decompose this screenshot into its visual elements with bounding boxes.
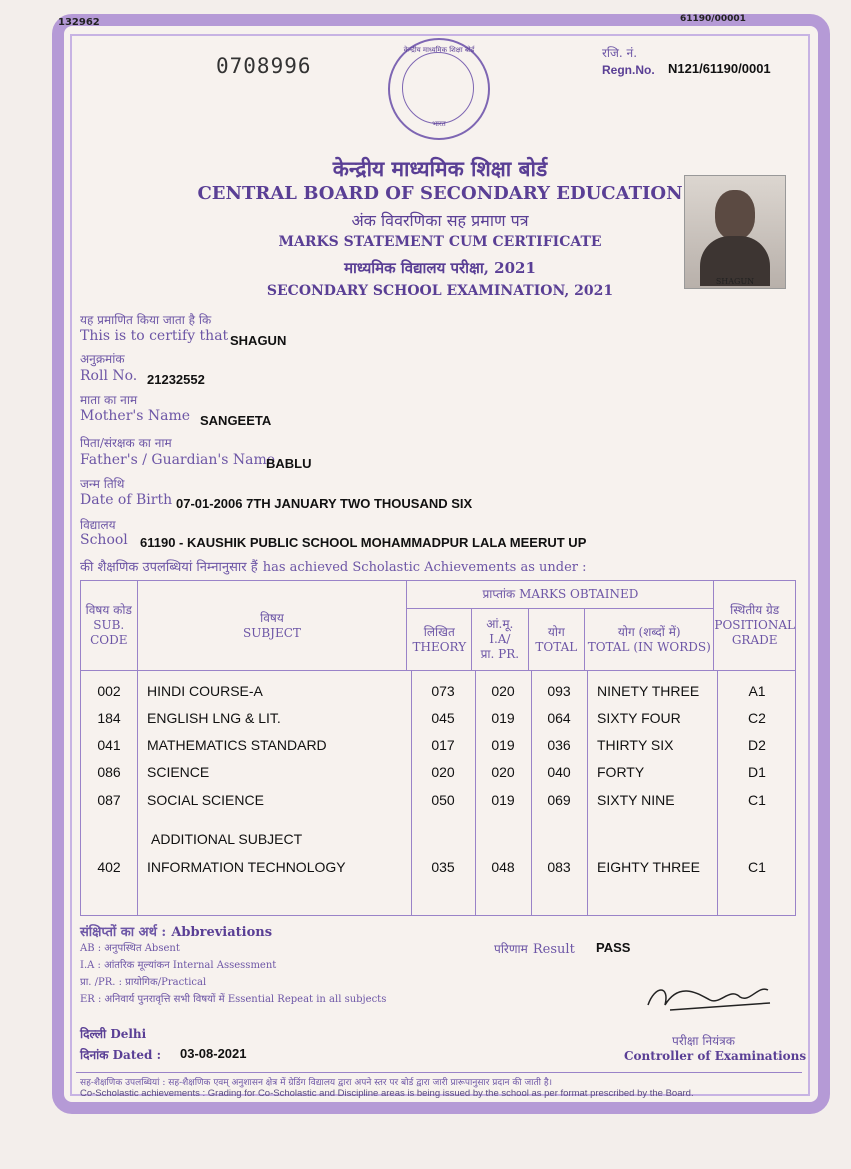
student-photo <box>684 175 786 289</box>
cell-subject: SOCIAL SCIENCE <box>147 792 264 808</box>
cell-total: 040 <box>547 764 571 780</box>
cell-grade: D1 <box>748 764 766 780</box>
achieved-hindi: की शैक्षणिक उपलब्धियां निम्नानुसार हैं <box>80 560 258 575</box>
abbrev-pr: प्रा. /PR. : प्रायोगिक/Practical <box>80 977 207 988</box>
regn-label-hindi: रजि. नं. <box>602 46 638 60</box>
table-body <box>81 671 796 916</box>
school-label: School <box>80 532 128 548</box>
header-subject <box>137 581 407 671</box>
header-code-en: SUB. CODE <box>90 618 128 647</box>
cell-subject: ENGLISH LNG & LIT. <box>147 710 281 726</box>
cell-total: 093 <box>547 683 571 699</box>
cell-ia: 020 <box>491 764 515 780</box>
co-scholastic-en: Co-Scholastic achievements : Grading for Co-Scholastic and Discipline areas is being issued by the school as per format prescribed by the Board. <box>80 1088 694 1099</box>
table-body-row <box>81 671 796 916</box>
dated-value: 03-08-2021 <box>180 1046 247 1061</box>
cell-grade: C2 <box>748 710 766 726</box>
header-ia-en: I.A/ <box>489 632 511 646</box>
cell-subject: INFORMATION TECHNOLOGY <box>147 859 346 875</box>
abbrev-title-hindi: संक्षिप्तों का अर्थ : <box>80 925 167 940</box>
seal-bottom-text: भारत <box>432 120 446 128</box>
table-row <box>81 764 797 784</box>
co-scholastic-hindi: सह-शैक्षणिक उपलब्धियां : सह-शैक्षणिक एवम् अनुशासन क्षेत्र में ग्रेडिंग विद्यालय द्वारा अपने स्तर पर बोर्ड द्वारा जारी प्रारूपानुसार प्रदान की जाती है। <box>80 1078 553 1088</box>
abbrev-ab: AB : अनुपस्थित Absent <box>80 943 180 954</box>
photo-caption: SHAGUN <box>715 277 755 286</box>
board-name: CENTRAL BOARD OF SECONDARY EDUCATION <box>197 183 683 204</box>
cell-theory: 045 <box>431 710 455 726</box>
cell-subject: MATHEMATICS STANDARD <box>147 737 327 753</box>
cell-words: SIXTY NINE <box>597 792 675 808</box>
table-row <box>81 792 797 812</box>
header-theory <box>407 609 472 671</box>
header-theory-en: THEORY <box>412 639 467 654</box>
header-ia-hindi: आं.मू. <box>486 617 514 631</box>
seal-ring <box>402 52 474 124</box>
cell-subject: SCIENCE <box>147 764 210 780</box>
header-total-en: TOTAL <box>535 639 578 654</box>
header-code <box>81 581 138 671</box>
serial-number: 0708996 <box>216 54 312 78</box>
header-total-hindi: योग <box>547 624 565 639</box>
table-row <box>81 737 797 757</box>
header-words <box>585 609 714 671</box>
cell-ia: 019 <box>491 710 515 726</box>
place: दिल्ली Delhi <box>80 1027 147 1041</box>
cell-words: EIGHTY THREE <box>597 859 700 875</box>
father-name: BABLU <box>266 456 312 471</box>
cell-grade: A1 <box>748 683 766 699</box>
certificate-title-hindi: अंक विवरणिका सह प्रमाण पत्र <box>351 211 529 230</box>
cell-total: 083 <box>547 859 571 875</box>
student-name: SHAGUN <box>230 333 287 348</box>
result-label: Result <box>532 942 575 957</box>
school-label-hindi: विद्यालय <box>80 518 116 532</box>
cell-grade: C1 <box>748 792 766 808</box>
header-words-hindi: योग (शब्दों में) <box>617 624 681 639</box>
cell-words: FORTY <box>597 764 645 780</box>
achievement-line <box>80 556 587 575</box>
header-grade <box>714 581 796 671</box>
dob-label: Date of Birth <box>80 492 173 508</box>
cell-code: 402 <box>97 859 121 875</box>
mother-label: Mother's Name <box>80 408 191 424</box>
header-ia <box>472 609 528 671</box>
controller-hindi: परीक्षा नियंत्रक <box>672 1034 735 1048</box>
header-marks <box>407 581 714 609</box>
cell-theory: 020 <box>431 764 455 780</box>
abbrev-ia: I.A : आंतरिक मूल्यांकन Internal Assessment <box>80 960 277 971</box>
controller-signature <box>640 975 780 1025</box>
cell-code: 184 <box>97 710 121 726</box>
top-left-code: 132962 <box>58 17 100 28</box>
certify-label-hindi: यह प्रमाणित किया जाता है कि <box>80 313 212 327</box>
board-name-hindi: केन्द्रीय माध्यमिक शिक्षा बोर्ड <box>332 156 548 181</box>
cell-code: 086 <box>97 764 121 780</box>
cell-theory: 035 <box>431 859 455 875</box>
seal-text: केन्द्रीय माध्यमिक शिक्षा बोर्ड <box>403 46 475 54</box>
roll-label-hindi: अनुक्रमांक <box>80 352 125 366</box>
result-label-hindi: परिणाम <box>494 942 528 956</box>
header-marks-hindi: प्राप्तांक <box>482 587 516 601</box>
mother-name: SANGEETA <box>200 413 272 428</box>
dob-label-hindi: जन्म तिथि <box>80 477 125 491</box>
cell-theory: 050 <box>431 792 455 808</box>
achieved-en: has achieved Scholastic Achievements as under : <box>262 560 587 575</box>
rows-container <box>81 671 795 915</box>
cell-code: 002 <box>97 683 121 699</box>
table-row <box>81 710 797 730</box>
cell-theory: 017 <box>431 737 455 753</box>
cell-code: 087 <box>97 792 121 808</box>
father-label-hindi: पिता/संरक्षक का नाम <box>80 436 172 450</box>
header-theory-hindi: लिखित <box>423 624 455 639</box>
roll-label: Roll No. <box>80 368 138 384</box>
table-row <box>81 859 797 879</box>
certificate-title: MARKS STATEMENT CUM CERTIFICATE <box>278 234 602 250</box>
cell-total: 036 <box>547 737 571 753</box>
cbse-seal-icon <box>388 38 490 140</box>
photo-face <box>715 190 755 240</box>
abbrev-er: ER : अनिवार्य पुनरावृत्ति सभी विषयों में Essential Repeat in all subjects <box>80 994 387 1005</box>
cell-total: 069 <box>547 792 571 808</box>
regn-value: N121/61190/0001 <box>668 61 771 76</box>
header-subject-en: SUBJECT <box>243 625 301 640</box>
certify-label: This is to certify that <box>80 328 229 344</box>
father-label: Father's / Guardian's Name <box>80 452 276 468</box>
roll-number: 21232552 <box>147 372 205 387</box>
header-grade-en: POSITIONAL GRADE <box>714 618 795 647</box>
cell-ia: 048 <box>491 859 515 875</box>
cell-grade: D2 <box>748 737 766 753</box>
result-value: PASS <box>596 940 631 955</box>
cell-ia: 020 <box>491 683 515 699</box>
cell-code: 041 <box>97 737 121 753</box>
cell-subject: HINDI COURSE-A <box>147 683 263 699</box>
cell-words: SIXTY FOUR <box>597 710 681 726</box>
cell-total: 064 <box>547 710 571 726</box>
table-row <box>81 683 797 703</box>
header-grade-hindi: स्थितीय ग्रेड <box>730 603 780 617</box>
result-line <box>494 938 575 957</box>
abbrev-title-en: Abbreviations <box>171 925 273 940</box>
regn-label: Regn.No. <box>602 63 655 77</box>
controller-en: Controller of Examinations <box>624 1049 807 1063</box>
cell-grade: C1 <box>748 859 766 875</box>
footer-divider <box>76 1072 802 1073</box>
abbrev-title <box>80 921 272 940</box>
top-right-code: 61190/00001 <box>680 14 746 24</box>
table-header-row <box>81 581 796 609</box>
marks-table <box>80 580 796 916</box>
header-words-en: TOTAL (IN WORDS) <box>587 639 711 654</box>
exam-title-hindi: माध्यमिक विद्यालय परीक्षा, 2021 <box>344 259 536 277</box>
dated-label: दिनांक Dated : <box>80 1048 161 1062</box>
header-pr: प्रा. PR. <box>480 647 520 661</box>
header-marks-en: MARKS OBTAINED <box>519 587 639 601</box>
cell-ia: 019 <box>491 792 515 808</box>
cell-words: NINETY THREE <box>597 683 700 699</box>
school-name: 61190 - KAUSHIK PUBLIC SCHOOL MOHAMMADPUR LALA MEERUT UP <box>140 535 587 550</box>
cell-words: THIRTY SIX <box>597 737 674 753</box>
header-code-hindi: विषय कोड <box>85 603 132 617</box>
header-total <box>528 609 585 671</box>
mother-label-hindi: माता का नाम <box>80 393 138 407</box>
additional-subject-label: ADDITIONAL SUBJECT <box>151 831 303 847</box>
header-subject-hindi: विषय <box>260 610 284 625</box>
cell-ia: 019 <box>491 737 515 753</box>
date-of-birth: 07-01-2006 7TH JANUARY TWO THOUSAND SIX <box>176 496 473 511</box>
exam-title: SECONDARY SCHOOL EXAMINATION, 2021 <box>266 283 614 299</box>
cell-theory: 073 <box>431 683 455 699</box>
